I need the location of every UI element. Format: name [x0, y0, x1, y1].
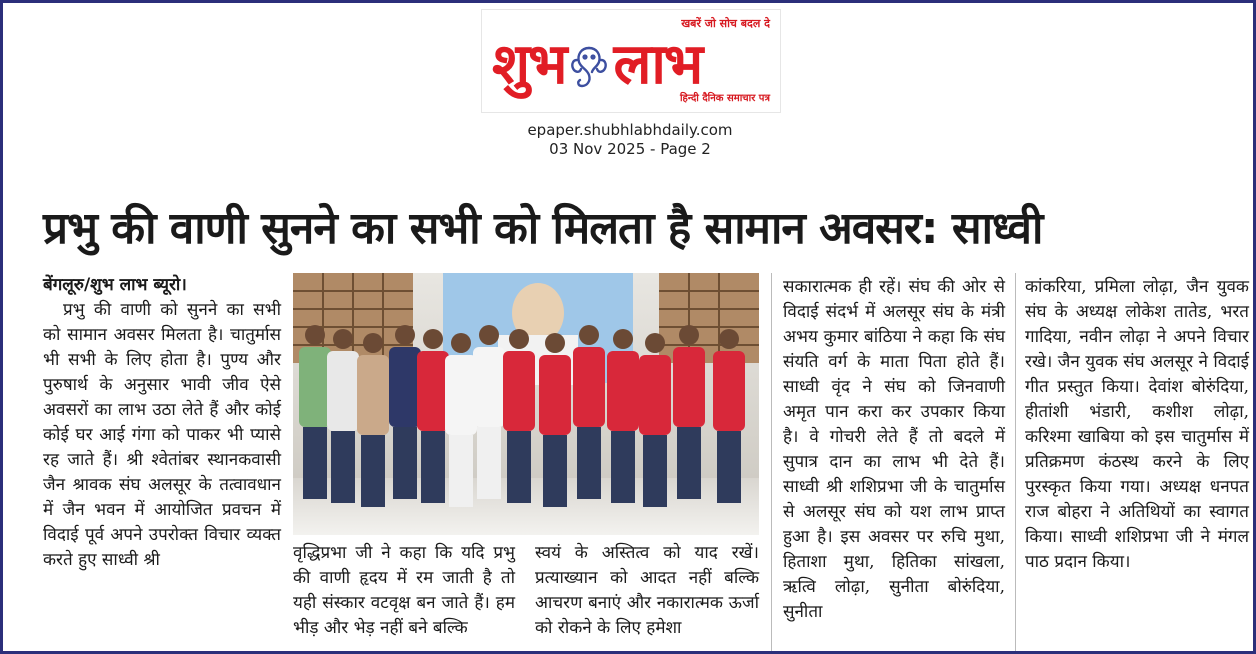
person-body: [503, 351, 535, 431]
masthead-logo: [481, 9, 781, 113]
person-head: [395, 325, 415, 345]
brand-name: [492, 24, 701, 100]
date-page: 03 Nov 2025 - Page 2: [549, 140, 711, 158]
person-legs: [393, 427, 417, 499]
person-head: [305, 325, 325, 345]
person-legs: [477, 427, 501, 499]
column-divider: [1015, 273, 1016, 651]
person-head: [645, 333, 665, 353]
person-legs: [543, 435, 567, 507]
article-column-5: [1025, 275, 1249, 575]
person-head: [679, 325, 699, 345]
person-legs: [717, 431, 741, 503]
masthead-tagline: खबरें जो सोच बदल दे: [681, 17, 770, 30]
column-3-text: स्वयं के अस्तित्व को याद रखें। प्रत्याख्यान को आदत नहीं बल्कि आचरण बनाएं और नकारात्मक ऊर्जा को रोकने के लिए हमेशा: [535, 543, 759, 638]
person-body: [539, 355, 571, 435]
column-divider: [771, 273, 772, 651]
person-body: [327, 351, 359, 431]
person-legs: [449, 435, 473, 507]
source-url[interactable]: epaper.shubhlabhdaily.com: [527, 121, 733, 139]
article-column-4: [783, 275, 1005, 625]
person-head: [579, 325, 599, 345]
person-head: [423, 329, 443, 349]
person-legs: [643, 435, 667, 507]
person-legs: [331, 431, 355, 503]
person-body: [607, 351, 639, 431]
column-5-text: कांकरिया, प्रमिला लोढ़ा, जैन युवक संघ के अध्यक्ष लोकेश तातेड, भरत गादिया, नवीन लोढ़ा ने अपने विचार रखे। जैन युवक संघ अलसूर ने विदाई गीत प्रस्तुत किया। देवांश बोरुंदिया, हीतांशी भंडारी, कशीश लोढ़ा, करिश्मा खाबिया को इस चातुर्मास में प्रतिक्रमण कंठस्थ करने के लिए पुरस्कृत किया गया। अध्यक्ष धनपत राज बोहरा ने अतिथियों का स्वागत किया। साध्वी शशिप्रभा जी ने मंगल पाठ प्रदान किया।: [1025, 277, 1249, 572]
person-head: [479, 325, 499, 345]
person-body: [573, 347, 605, 427]
group-photo: [293, 273, 759, 535]
person-body: [417, 351, 449, 431]
brand-left: शुभ: [492, 32, 566, 97]
article-headline: प्रभु की वाणी सुनने का सभी को मिलता है सामान अवसर: साध्वी: [43, 203, 1043, 254]
person-head: [363, 333, 383, 353]
person-head: [509, 329, 529, 349]
brand-right: लाभ: [613, 32, 702, 97]
source-info: [481, 121, 779, 159]
dateline: बेंगलूरु/शुभ लाभ ब्यूरो।: [43, 275, 187, 295]
article-column-1: [43, 273, 281, 573]
column-4-text: सकारात्मक ही रहें। संघ की ओर से विदाई संदर्भ में अलसूर संघ के मंत्री अभय कुमार बांठिया ने कहा कि संघ संयति वर्ग के माता पिता होते हैं। साध्वी वृंद ने संघ को जिनवाणी अमृत पान करा कर उपकार किया है। वे गोचरी लेते हैं तो बदले में सुपात्र दान का लाभ भी देते हैं। साध्वी श्री शशिप्रभा जी के चातुर्मास से अलसूर संघ को यश लाभ प्राप्त हुआ है। इस अवसर पर रुचि मुथा, हिताशा मुथा, हितिका सांखला, ऋत्वि लोढ़ा, सुनीता बोरुंदिया, सुनीता: [783, 277, 1005, 622]
person-body: [445, 355, 477, 435]
person-legs: [677, 427, 701, 499]
person-body: [639, 355, 671, 435]
person-body: [389, 347, 421, 427]
person-legs: [611, 431, 635, 503]
person-head: [545, 333, 565, 353]
masthead-subtitle: हिन्दी दैनिक समाचार पत्र: [679, 93, 770, 104]
column-2-text: वृद्धिप्रभा जी ने कहा कि यदि प्रभु की वाणी हृदय में रम जाती है तो यही संस्कार वटवृक्ष बन जाते हैं। हम भीड़ और भेड़ नहीं बने बल्कि: [293, 543, 515, 638]
person-body: [473, 347, 505, 427]
article-column-3: [535, 541, 759, 641]
person-body: [673, 347, 705, 427]
column-1-text: प्रभु की वाणी को सुनने का सभी को सामान अवसर मिलता है। चातुर्मास भी सभी के लिए होता है। पुण्य और पुरुषार्थ के अनुसार भावी जीव ऐसे अवसरों का लाभ उठा लेते हैं और कोई कोई घर आई गंगा को पाकर भी प्यासे रह जाते हैं। श्री श्वेतांबर स्थानकवासी जैन श्रावक संघ अलसूर के तत्वावधान में जैन भवन में आयोजित प्रवचन में विदाई पूर्व अपने उपरोक्त विचार व्यक्त करते हुए साध्वी श्री: [43, 300, 281, 570]
person-legs: [421, 431, 445, 503]
person-legs: [303, 427, 327, 499]
person-legs: [361, 435, 385, 507]
person-head: [719, 329, 739, 349]
person-head: [333, 329, 353, 349]
person-head: [451, 333, 471, 353]
person-head: [613, 329, 633, 349]
person-body: [299, 347, 331, 427]
person-body: [357, 355, 389, 435]
person-legs: [577, 427, 601, 499]
article-column-2: [293, 541, 515, 641]
person-legs: [507, 431, 531, 503]
ganesha-icon: [569, 42, 609, 94]
person-body: [713, 351, 745, 431]
